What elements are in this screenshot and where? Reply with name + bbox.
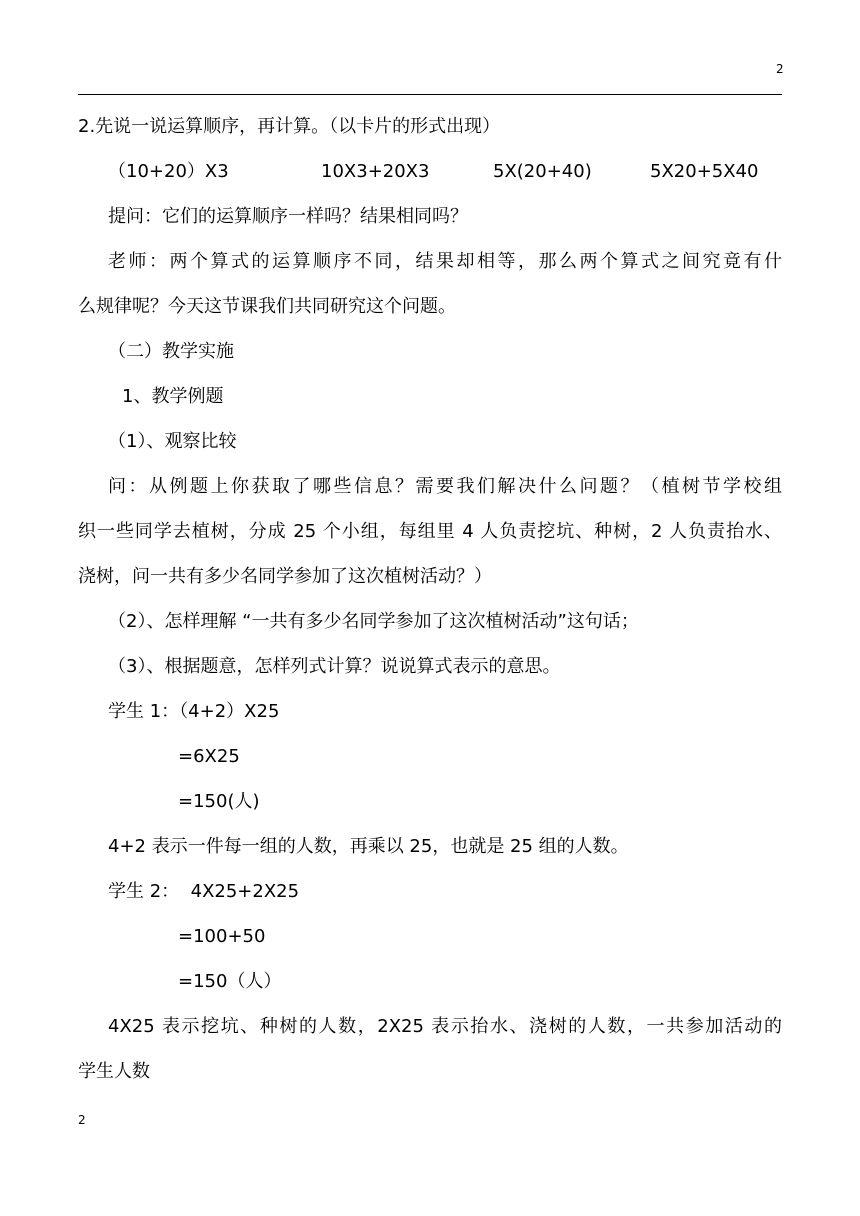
text-line: 么规律呢？今天这节课我们共同研究这个问题。 (78, 296, 456, 317)
item-heading: （2）、怎样理解 “一共有多少名同学参加了这次植树活动”这句话； (108, 611, 639, 632)
calculation-step: =6X25 (178, 746, 240, 767)
student-answer: 学生 2： 4X25+2X25 (108, 881, 300, 902)
text-line: 4+2 表示一件每一组的人数，再乘以 25，也就是 25 组的人数。 (108, 836, 629, 857)
item-heading: （1）、观察比较 (108, 431, 237, 452)
calculation-step: =150(人) (178, 791, 260, 812)
expression-card: （10+20）X3 (108, 161, 229, 182)
item-heading: （3）、根据题意，怎样列式计算？说说算式表示的意思。 (108, 656, 561, 677)
text-line: 浇树，问一共有多少名同学参加了这次植树活动？） (78, 566, 492, 587)
text-line: 2.先说一说运算顺序，再计算。（以卡片的形式出现） (78, 116, 501, 137)
text-line: 老师：两个算式的运算顺序不同，结果却相等，那么两个算式之间究竟有什 (108, 251, 782, 272)
text-line: 织一些同学去植树，分成 25 个小组，每组里 4 人负责挖坑、种树，2 人负责抬水、 (78, 521, 782, 542)
text-line: 提问：它们的运算顺序一样吗？结果相同吗？ (108, 206, 468, 227)
subsection-heading: 1、教学例题 (122, 386, 224, 407)
calculation-step: =150（人） (178, 971, 282, 992)
student-answer: 学生 1：（4+2）X25 (108, 701, 280, 722)
expression-card: 5X20+5X40 (650, 161, 759, 182)
expression-card: 10X3+20X3 (321, 161, 430, 182)
footer-page-number: 2 (78, 1113, 86, 1127)
expression-card: 5X(20+40) (493, 161, 592, 182)
header-page-number: 2 (776, 62, 784, 76)
header-rule (78, 94, 782, 95)
section-heading: （二）教学实施 (108, 341, 234, 362)
text-line: 学生人数 (78, 1061, 150, 1082)
text-line: 4X25 表示挖坑、种树的人数，2X25 表示抬水、浇树的人数，一共参加活动的 (108, 1016, 782, 1037)
calculation-step: =100+50 (178, 926, 266, 947)
text-line: 问：从例题上你获取了哪些信息？需要我们解决什么问题？（植树节学校组 (108, 476, 782, 497)
